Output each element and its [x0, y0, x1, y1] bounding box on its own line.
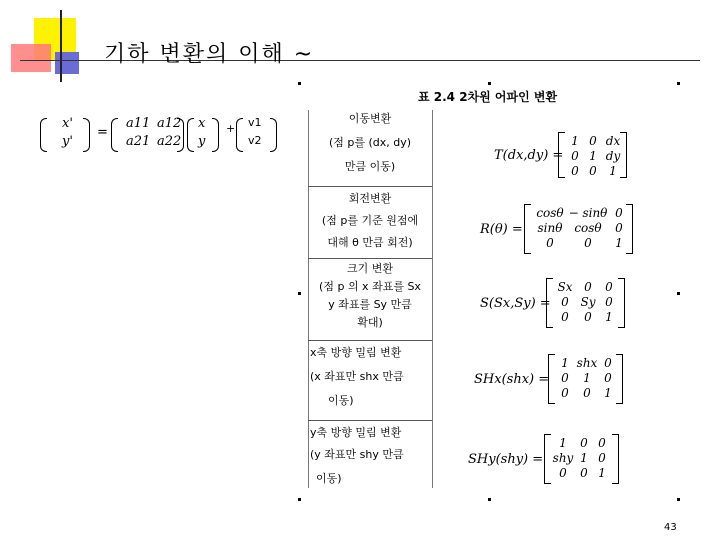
matrix-cell: 0 [571, 149, 579, 163]
desc-line: 크기 변환 [346, 262, 393, 275]
matrix-cell: 0 [561, 295, 569, 309]
matrix-cell: 0 [598, 451, 606, 465]
matrix-cell: 0 [561, 310, 569, 324]
matrix-cell: 1 [571, 134, 579, 148]
matrix-cell: 0 [598, 436, 606, 450]
matrix-cell: dx [605, 134, 621, 148]
page-number: 43 [664, 522, 677, 533]
matrix-cell: 0 [584, 280, 592, 294]
matrix-cell: − sinθ [568, 206, 608, 220]
matrix-right-bracket [616, 354, 623, 404]
matrix-cell: 1 [583, 371, 591, 385]
matrix-cell: 1 [605, 310, 613, 324]
matrix-cell: 0 [584, 310, 592, 324]
lhs-y: y' [62, 134, 73, 149]
offset-left-bracket [236, 118, 243, 152]
table-mid-border [432, 110, 433, 488]
matrix-cell: 0 [580, 466, 588, 480]
table-corner-dot [677, 498, 680, 501]
matrix-cell: 1 [580, 451, 588, 465]
slide-title: 기하 변환의 이해 ~ [104, 42, 315, 67]
matrix-cell: 0 [589, 164, 597, 178]
matrix-cell: 0 [580, 436, 588, 450]
matrix-a12: a12 [157, 116, 182, 131]
vector-left-bracket [187, 118, 194, 152]
table-row-divider [308, 258, 432, 259]
matrix-right-bracket [612, 434, 619, 484]
matrix-cell: 0 [561, 386, 569, 400]
desc-line: (점 p를 (dx, dy) [328, 136, 412, 149]
matrix-cell: 0 [604, 371, 612, 385]
row-translation-label: T(dx,dy) = [494, 148, 564, 163]
matrix-right-bracket [618, 278, 625, 328]
matrix-cell: 1 [598, 466, 606, 480]
desc-line: y축 방향 밀림 변환 [310, 426, 402, 439]
matrix-cell: shy [552, 451, 574, 465]
desc-line: 이동변환 [348, 112, 392, 125]
matrix-left-bracket [558, 132, 565, 178]
matrix-cell: 1 [561, 356, 569, 370]
desc-line: (y 좌표만 shy 만큼 [310, 448, 404, 461]
matrix-a22: a22 [157, 134, 182, 149]
matrix-cell: 0 [605, 280, 613, 294]
row-rotation-label: R(θ) = [480, 222, 523, 237]
desc-line: y 좌표를 Sy 만큼 [328, 298, 412, 311]
table-corner-dot [298, 498, 301, 501]
row-shear-y-desc [308, 426, 432, 486]
matrix-left-bracket [546, 278, 553, 328]
matrix-cell: 0 [583, 386, 591, 400]
matrix-cell: 0 [615, 221, 623, 235]
desc-line: 이동) [316, 472, 342, 485]
row-shear-x-label: SHx(shx) = [474, 372, 550, 387]
matrix-cell: 1 [559, 436, 567, 450]
desc-line: (점 p 의 x 좌표를 Sx [319, 280, 421, 293]
desc-line: x축 방향 밀림 변환 [310, 346, 402, 359]
matrix-cell: 0 [571, 164, 579, 178]
matrix-cell: sinθ [537, 221, 563, 235]
matrix-cell: 1 [609, 164, 617, 178]
desc-line: 대해 θ 만큼 회전) [327, 236, 413, 249]
matrix-cell: Sy [580, 295, 596, 309]
equals-sign: = [97, 125, 108, 140]
matrix-left-bracket [544, 434, 551, 484]
matrix-cell: dy [605, 149, 621, 163]
matrix-a11: a11 [126, 116, 151, 131]
table-row-divider [308, 186, 432, 187]
row-scale-desc [308, 262, 432, 330]
matrix-cell: 1 [615, 236, 623, 250]
matrix-a21: a21 [126, 134, 151, 149]
matrix-cell: cosθ [536, 206, 564, 220]
matrix-cell: 0 [604, 356, 612, 370]
table-caption: 표 2.4 2차원 어파인 변환 [418, 90, 558, 104]
vector-x: x [198, 116, 206, 131]
matrix-right-bracket [177, 118, 184, 152]
row-translation-desc [308, 112, 432, 174]
table-corner-dot [298, 292, 301, 295]
matrix-cell: shx [576, 356, 598, 370]
lhs-right-bracket [83, 118, 90, 152]
matrix-cell: 0 [615, 206, 623, 220]
matrix-cell: 0 [589, 134, 597, 148]
offset-v1: v1 [248, 116, 262, 129]
lhs-x: x' [62, 116, 73, 131]
desc-line: 이동) [328, 394, 354, 407]
matrix-cell: cosθ [574, 221, 602, 235]
table-row-divider [308, 420, 432, 421]
matrix-cell: 1 [604, 386, 612, 400]
table-corner-dot [677, 82, 680, 85]
plus-sign: + [226, 122, 236, 135]
logo-red-square [11, 44, 51, 72]
offset-v2: v2 [248, 134, 262, 147]
row-scale-label: S(Sx,Sy) = [480, 296, 551, 311]
desc-line: (x 좌표만 shx 만큼 [310, 370, 404, 383]
affine-equation [40, 112, 280, 160]
table-corner-dot [488, 498, 491, 501]
row-rotation-desc [308, 192, 432, 250]
table-corner-dot [298, 82, 301, 85]
matrix-left-bracket [548, 354, 555, 404]
row-shear-y-label: SHy(shy) = [468, 452, 544, 467]
matrix-cell: Sx [557, 280, 573, 294]
lhs-left-bracket [40, 118, 47, 152]
table-corner-dot [488, 82, 491, 85]
logo-vertical-line [60, 10, 62, 82]
desc-line: 만큼 이동) [344, 160, 396, 173]
vector-right-bracket [212, 118, 219, 152]
row-shear-x-desc [308, 346, 432, 408]
table-corner-dot [677, 292, 680, 295]
matrix-cell: 0 [584, 236, 592, 250]
table-row-divider [308, 340, 432, 341]
vector-y: y [198, 134, 206, 149]
desc-line: 회전변환 [348, 192, 392, 205]
matrix-cell: 1 [589, 149, 597, 163]
logo-blue-square [55, 52, 79, 74]
offset-right-bracket [270, 118, 277, 152]
matrix-cell: 0 [546, 236, 554, 250]
desc-line: 확대) [357, 316, 383, 329]
matrix-cell: 0 [561, 371, 569, 385]
matrix-cell: 0 [559, 466, 567, 480]
desc-line: (점 p를 기준 원점에 [321, 214, 419, 227]
matrix-left-bracket [111, 118, 118, 152]
matrix-cell: 0 [605, 295, 613, 309]
matrix-left-bracket [524, 204, 531, 254]
